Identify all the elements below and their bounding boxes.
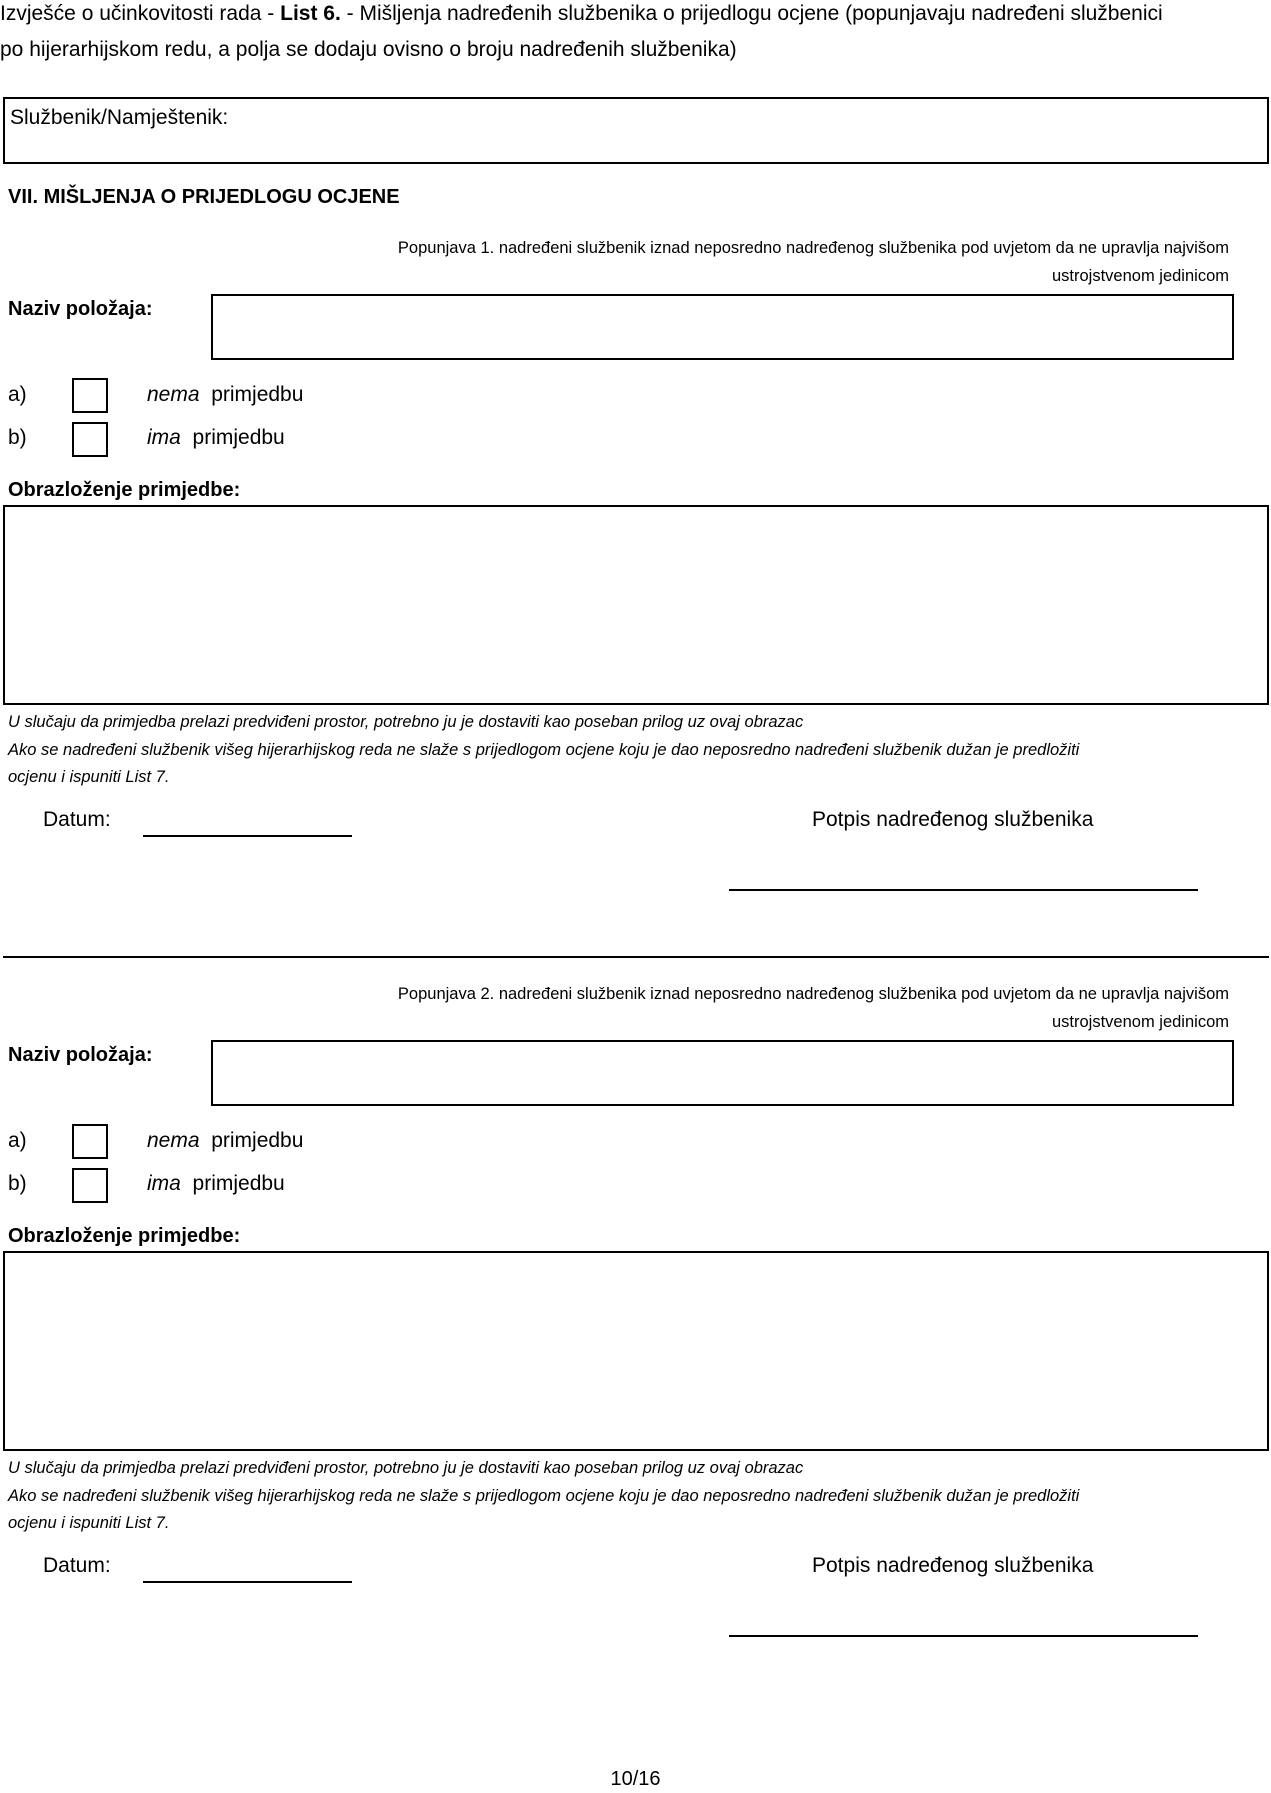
option-a-text: primjedbu bbox=[211, 383, 304, 406]
option-b-label bbox=[147, 426, 285, 450]
has-remark-checkbox[interactable] bbox=[72, 422, 108, 457]
title-prefix: Izvješće o učinkovitosti rada - bbox=[0, 2, 281, 25]
option-a-letter: a) bbox=[8, 383, 27, 406]
employee-field[interactable] bbox=[3, 97, 1269, 164]
section-separator bbox=[3, 956, 1269, 958]
position-label: Naziv položaja: bbox=[8, 298, 153, 320]
instruction-line2: ustrojstvenom jedinicom bbox=[1052, 1013, 1229, 1031]
option-b-emphasis: ima bbox=[147, 426, 181, 449]
note-disagree-cont: ocjenu i ispuniti List 7. bbox=[8, 1514, 170, 1532]
no-remark-checkbox[interactable] bbox=[72, 378, 108, 413]
title-suffix: - Mišljenja nadređenih službenika o prijedlogu ocjene (popunjavaju nadređeni službenici bbox=[340, 2, 1163, 25]
instruction-line2: ustrojstvenom jedinicom bbox=[1052, 267, 1229, 285]
note-disagree: Ako se nadređeni službenik višeg hijerarhijskog reda ne slaže s prijedlogom ocjene koju je dao neposredno nadređeni službenik dužan je predložiti bbox=[8, 1487, 1080, 1505]
supervisor-opinion-section-2 bbox=[0, 981, 1271, 1681]
option-a-label bbox=[147, 383, 303, 407]
date-label: Datum: bbox=[43, 1554, 111, 1577]
option-b-letter: b) bbox=[8, 426, 27, 449]
option-b-text: primjedbu bbox=[192, 1172, 285, 1195]
instruction-line1: Popunjava 2. nadređeni službenik iznad neposredno nadređenog službenika pod uvjetom da ne upravlja najvišom bbox=[397, 985, 1229, 1003]
position-field[interactable] bbox=[211, 1040, 1234, 1106]
reason-textarea[interactable] bbox=[3, 505, 1269, 705]
option-a-text: primjedbu bbox=[211, 1129, 304, 1152]
option-b-letter: b) bbox=[8, 1172, 27, 1195]
has-remark-checkbox[interactable] bbox=[72, 1168, 108, 1203]
option-a-label bbox=[147, 1129, 303, 1153]
signature-line[interactable] bbox=[729, 1635, 1198, 1637]
date-label: Datum: bbox=[43, 808, 111, 831]
option-b-text: primjedbu bbox=[192, 426, 285, 449]
instruction-line1: Popunjava 1. nadređeni službenik iznad neposredno nadređenog službenika pod uvjetom da ne upravlja najvišom bbox=[397, 239, 1229, 257]
position-field[interactable] bbox=[211, 294, 1234, 360]
position-label: Naziv položaja: bbox=[8, 1044, 153, 1066]
note-disagree: Ako se nadređeni službenik višeg hijerarhijskog reda ne slaže s prijedlogom ocjene koju je dao neposredno nadređeni službenik dužan je predložiti bbox=[8, 741, 1080, 759]
reason-label: Obrazloženje primjedbe: bbox=[8, 1225, 241, 1247]
supervisor-opinion-section-1 bbox=[0, 235, 1271, 935]
option-a-emphasis: nema bbox=[147, 1129, 200, 1152]
signature-label: Potpis nadređenog službenika bbox=[812, 1554, 1094, 1577]
date-field-line[interactable] bbox=[143, 1581, 352, 1583]
page-number: 10/16 bbox=[610, 1768, 661, 1790]
option-a-letter: a) bbox=[8, 1129, 27, 1152]
title-list-number: List 6. bbox=[280, 2, 341, 25]
option-a-emphasis: nema bbox=[147, 383, 200, 406]
note-space: U slučaju da primjedba prelazi predviđeni prostor, potrebno ju je dostaviti kao poseban prilog uz ovaj obrazac bbox=[8, 1459, 804, 1477]
signature-line[interactable] bbox=[729, 889, 1198, 891]
note-disagree-cont: ocjenu i ispuniti List 7. bbox=[8, 768, 170, 786]
document-title-line1 bbox=[0, 2, 1163, 26]
reason-textarea[interactable] bbox=[3, 1251, 1269, 1451]
date-field-line[interactable] bbox=[143, 835, 352, 837]
employee-label: Službenik/Namještenik: bbox=[10, 106, 229, 129]
document-title-line2: po hijerarhijskom redu, a polja se dodaju ovisno o broju nadređenih službenika) bbox=[0, 38, 737, 61]
option-b-label bbox=[147, 1172, 285, 1196]
no-remark-checkbox[interactable] bbox=[72, 1124, 108, 1159]
reason-label: Obrazloženje primjedbe: bbox=[8, 479, 241, 501]
option-b-emphasis: ima bbox=[147, 1172, 181, 1195]
note-space: U slučaju da primjedba prelazi predviđeni prostor, potrebno ju je dostaviti kao poseban prilog uz ovaj obrazac bbox=[8, 713, 804, 731]
signature-label: Potpis nadređenog službenika bbox=[812, 808, 1094, 831]
section-heading: VII. MIŠLJENJA O PRIJEDLOGU OCJENE bbox=[8, 186, 400, 208]
